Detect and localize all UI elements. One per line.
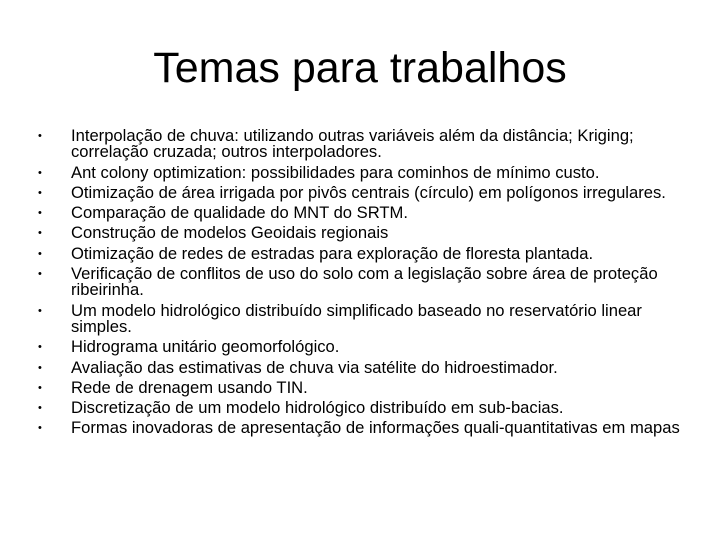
bullet-icon: • [38,381,42,394]
bullet-text: Otimização de área irrigada por pivôs centrais (círculo) em polígonos irregulares. [71,182,666,202]
bullet-item [38,205,706,221]
bullet-icon: • [38,166,42,179]
bullet-item [38,300,706,336]
bullet-icon: • [38,227,42,240]
bullet-text: Ant colony optimization: possibilidades para cominhos de mínimo custo. [71,162,600,182]
bullet-text: Construção de modelos Geoidais regionais [71,223,389,243]
bullet-item [38,162,706,182]
slide-title: Temas para trabalhos [153,44,567,92]
bullet-item [38,225,706,241]
bullet-text: Comparação de qualidade do MNT do SRTM. [71,203,408,223]
bullet-item [38,339,706,355]
bullet-icon: • [38,402,42,415]
bullet-icon: • [38,341,42,354]
bullet-icon: • [38,304,42,317]
bullet-text: Avaliação das estimativas de chuva via satélite do hidroestimador. [71,357,558,377]
bullet-icon: • [38,361,42,374]
bullet-text: Discretização de um modelo hidrológico distribuído em sub-bacias. [71,398,564,418]
bullet-text: Hidrograma unitário geomorfológico. [71,337,340,357]
bullet-item [38,377,706,397]
bullet-text: Verificação de conflitos de uso do solo com a legislação sobre área de proteção ribeirinha. [71,264,658,300]
bullet-icon: • [38,130,42,142]
bullet-text: Otimização de redes de estradas para exploração de floresta plantada. [71,243,594,263]
bullet-item [38,266,706,299]
bullet-icon: • [38,268,42,281]
bullet-list [38,128,706,441]
bullet-text: Formas inovadoras de apresentação de informações quali-quantitativas em mapas [71,418,680,438]
bullet-text: Rede de drenagem usando TIN. [71,377,308,397]
bullet-icon: • [38,422,42,435]
bullet-item [38,243,706,263]
bullet-item [38,357,706,377]
bullet-text: Interpolação de chuva: utilizando outras variáveis além da distância; Kriging; correlação cruzada; outros interpoladores. [71,126,634,162]
bullet-icon: • [38,207,42,220]
bullet-item [38,420,706,436]
bullet-item [38,128,706,161]
bullet-item [38,182,706,202]
bullet-text: Um modelo hidrológico distribuído simplificado baseado no reservatório linear simples. [71,300,642,336]
bullet-item [38,400,706,416]
bullet-icon: • [38,186,42,199]
bullet-icon: • [38,247,42,260]
